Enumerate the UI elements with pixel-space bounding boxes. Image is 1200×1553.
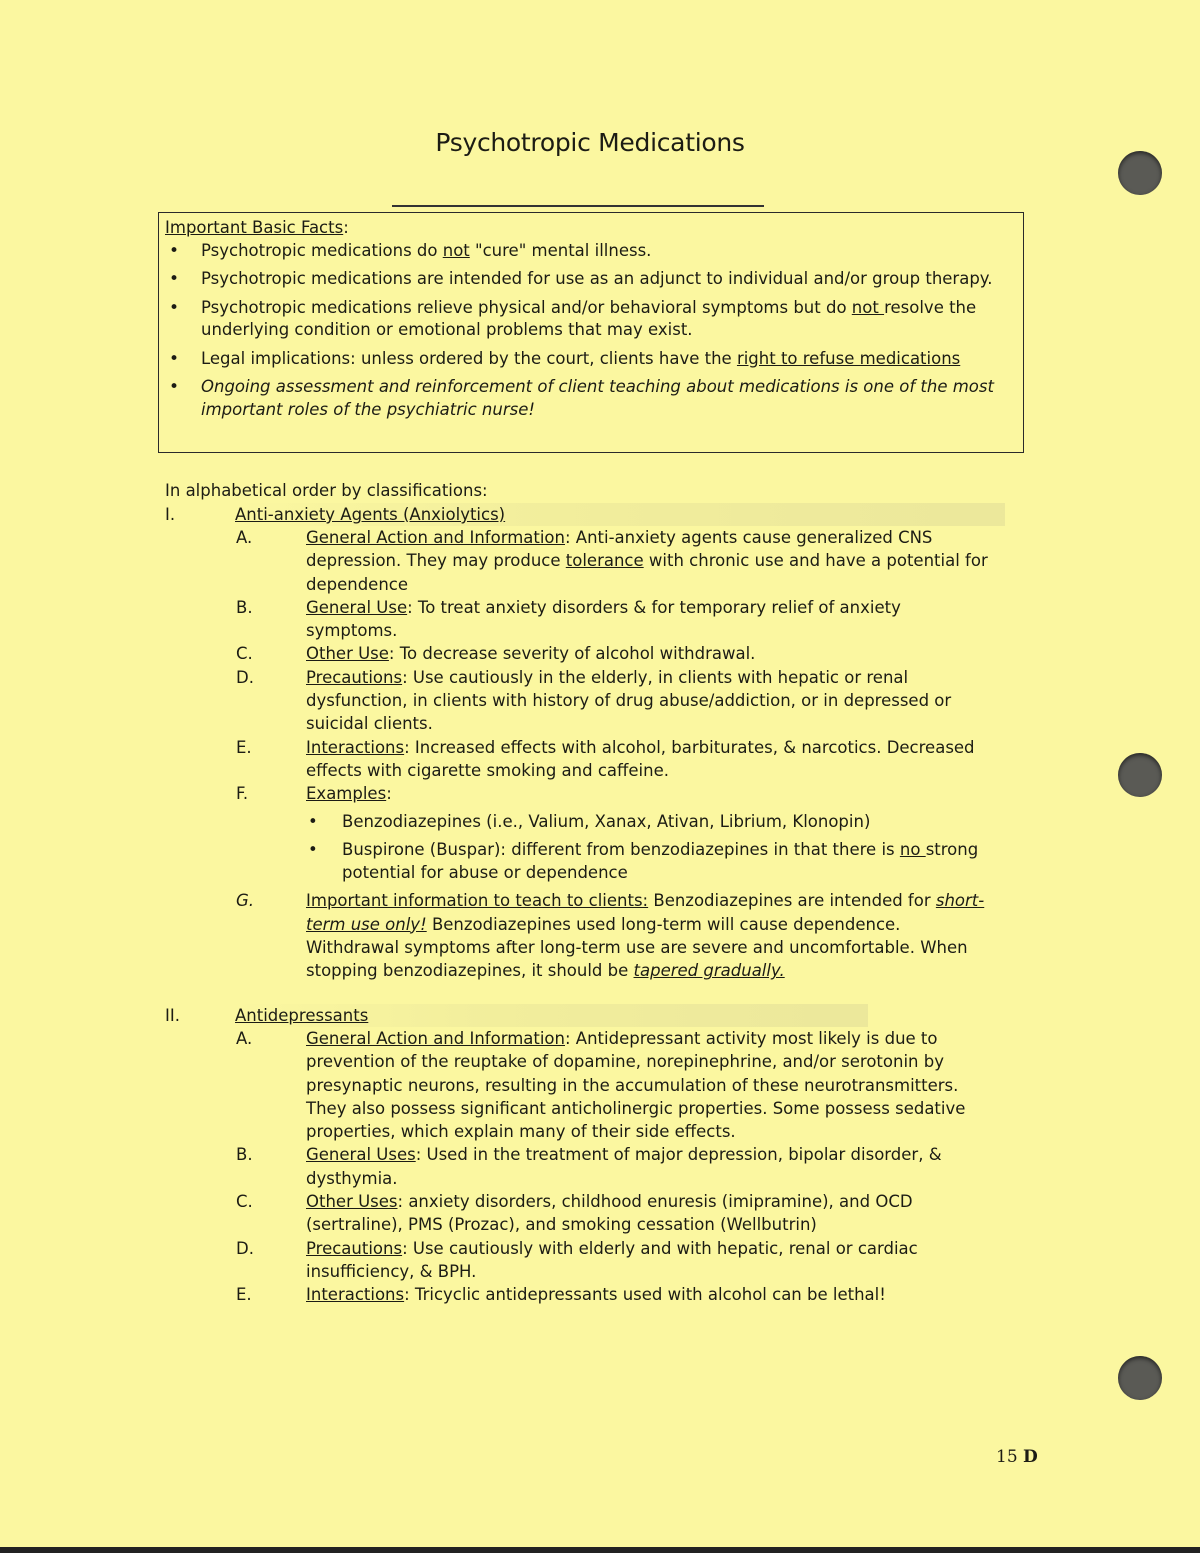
item-label: Other Uses [306,1192,398,1212]
fact-item: • Psychotropic medications do not "cure" mental illness. [165,240,1015,263]
item-label: Precautions [306,1238,403,1258]
item-label: Interactions [306,1285,405,1305]
facts-heading: Important Basic Facts: [165,218,349,237]
item-label: Other Use [306,644,389,664]
examples-list [306,810,996,885]
fact-item: • Psychotropic medications relieve physical and/or behavioral symptoms but do not resolve the underlying condition or emotional problems that may exist. [165,297,1015,342]
item-letter: C. [236,1192,253,1212]
section-heading [165,1004,1025,1027]
fact-item: • Ongoing assessment and reinforcement of client teaching about medications is one of the most important roles of the psychiatric nurse! [165,376,1015,421]
outline-item-c: C. Other Uses: anxiety disorders, childhood enuresis (imipramine), and OCD (sertraline), PMS (Prozac), and smoking cessation (Wellbutrin) [236,1192,913,1235]
important-facts-box [158,212,1024,453]
binder-hole-icon [1118,1356,1162,1400]
item-label: General Action and Information [306,528,565,547]
section-anti-anxiety [165,503,1025,983]
fact-item: • Legal implications: unless ordered by the court, clients have the right to refuse medications [165,348,1015,371]
example-item: • Benzodiazepines (i.e., Valium, Xanax, Ativan, Librium, Klonopin) [306,810,996,833]
binder-hole-icon [1118,753,1162,797]
item-letter: G. [236,891,255,911]
page-title: Psychotropic Medications [435,128,745,157]
item-label: Examples [306,784,387,804]
outline-item-b: B. General Use: To treat anxiety disorders & for temporary relief of anxiety symptoms. [236,597,901,641]
outline-item-e: E. Interactions: Tricyclic antidepressants used with alcohol can be lethal! [165,1283,1025,1306]
section-numeral: I. [165,505,176,524]
outline-item-c: C. Other Use: To decrease severity of alcohol withdrawal. [165,642,1025,665]
outline-item-f: F. Examples: • Benzodiazepines (i.e., Valium, Xanax, Ativan, Librium, Klonopin) • Buspirone (Buspar): different from benzodiazepines in that there is no strong potential for abuse or dependence [165,782,1025,884]
outline-item-d: D. Precautions: Use cautiously in the elderly, in clients with hepatic or renal dysfunction, in clients with history of drug abuse/addiction, or in depressed or suicidal clients. [236,667,952,734]
scan-edge [0,1547,1200,1553]
facts-list [165,240,1015,422]
item-letter: D. [236,667,254,687]
outline-item-b: B. General Uses: Used in the treatment of major depression, bipolar disorder, & dysthymia. [236,1145,942,1188]
fact-item: • Psychotropic medications are intended for use as an adjunct to individual and/or group therapy. [165,268,1015,291]
section-title: Anti-anxiety Agents (Anxiolytics) [235,503,1005,526]
item-letter: A. [236,1029,253,1048]
title-divider [392,205,764,207]
outline-item-a: A. General Action and Information: Antidepressant activity most likely is due to prevention of the reuptake of dopamine, norepinephrine, and/or serotonin by presynaptic neurons, resulting in the accumulation of these neurotransmitters. They also possess significant anticholinergic properties. Some possess sedative properties, which explain many of their side effects. [236,1029,966,1142]
item-letter: E. [236,737,252,757]
section-heading [165,503,1025,526]
item-letter: D. [236,1238,254,1258]
item-label: General Action and Information [306,1029,565,1048]
item-label: Important information to teach to clients: [306,891,649,911]
binder-hole-icon [1118,151,1162,195]
intro-text: In alphabetical order by classifications: [165,481,488,500]
section-numeral: II. [165,1006,180,1025]
item-letter: B. [236,597,253,617]
item-letter: F. [236,784,249,804]
item-label: General Uses [306,1145,416,1165]
item-letter: B. [236,1145,253,1165]
item-label: General Use [306,597,408,617]
item-label: Precautions [306,667,403,687]
section-antidepressants [165,1004,1025,1307]
page-number: 15 D [996,1447,1038,1467]
item-label: Interactions [306,737,405,757]
section-title: Antidepressants [235,1004,868,1027]
outline-item-a: A. General Action and Information: Anti-anxiety agents cause generalized CNS depression. They may produce tolerance with chronic use and have a potential for dependence [236,528,988,594]
outline-item-g: G. Important information to teach to clients: Benzodiazepines are intended for short-term use only! Benzodiazepines used long-term will cause dependence. Withdrawal symptoms after long-term use are severe and uncomfortable. When stopping benzodiazepines, it should be tapered gradually. [236,891,985,981]
item-letter: C. [236,644,253,664]
outline-item-e: E. Interactions: Increased effects with alcohol, barbiturates, & narcotics. Decreased effects with cigarette smoking and caffeine. [236,737,975,780]
outline-item-d: D. Precautions: Use cautiously with elderly and with hepatic, renal or cardiac insufficiency, & BPH. [236,1238,918,1281]
item-letter: A. [236,528,253,547]
example-item: • Buspirone (Buspar): different from benzodiazepines in that there is no strong potential for abuse or dependence [306,838,996,885]
item-letter: E. [236,1285,252,1305]
